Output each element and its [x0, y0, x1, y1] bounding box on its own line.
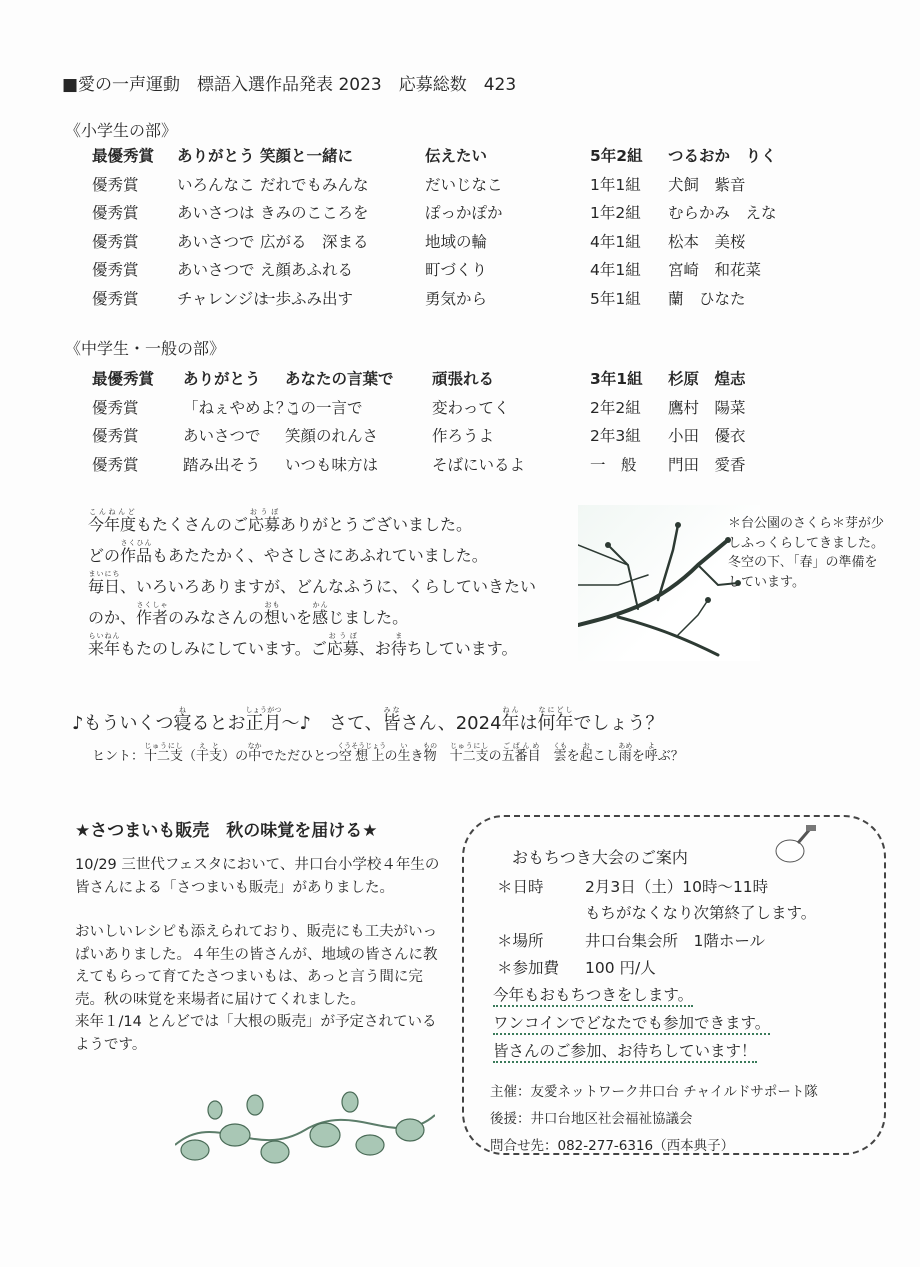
text-segment: は — [519, 713, 538, 734]
ruby-word — [196, 742, 223, 764]
furigana: なか — [247, 742, 262, 750]
mochi-title: おもちつき大会のご案内 — [512, 848, 688, 867]
ruby-word — [397, 742, 411, 764]
date-value: 2月3日（土）10時～11時 — [585, 878, 769, 896]
furigana: ねん — [501, 706, 520, 714]
award-award: 優秀賞 — [92, 427, 139, 446]
text-segment: のか、 — [88, 608, 137, 627]
award-award: 優秀賞 — [92, 204, 139, 223]
award-p2: だれでもみんな — [260, 175, 369, 194]
award-p3: 頑張れる — [432, 370, 495, 388]
photo-caption: ＊台公園のさくら＊芽が少しふっくらしてきました。冬空の下､「春」の準備をしています。 — [728, 516, 885, 590]
award-grade: 5年2組 — [590, 147, 643, 165]
ruby-word — [423, 742, 438, 764]
furigana: お — [579, 742, 593, 750]
ruby-base: 感 — [312, 608, 329, 627]
text-line — [88, 508, 536, 539]
text-segment: じました。 — [328, 608, 409, 627]
ruby-word — [382, 706, 401, 734]
ruby-base: 雨 — [618, 749, 633, 764]
ruby-base: 作品 — [120, 546, 153, 565]
award-name: 鷹村 陽菜 — [668, 398, 746, 417]
ruby-word — [390, 632, 407, 658]
text-segment: のみなさんの — [168, 608, 265, 627]
award-p3: 伝えたい — [425, 147, 488, 165]
ruby-word — [501, 742, 541, 764]
furigana: しょうがつ — [245, 706, 282, 714]
text-segment: もたのしみにしています。ご — [120, 639, 327, 658]
furigana: あめ — [618, 742, 633, 750]
award-name: 門田 愛香 — [668, 455, 746, 474]
ruby-word — [264, 601, 281, 627]
ruby-word — [245, 706, 282, 734]
ruby-word — [136, 601, 169, 627]
text-segment: を — [631, 749, 645, 764]
furigana: じゅうにし — [449, 742, 489, 750]
fee-label: ＊参加費 — [497, 959, 560, 977]
text-segment: でしょう？ — [573, 713, 664, 734]
text-segment: るとお — [191, 713, 246, 734]
award-p2: あなたの言葉で — [285, 370, 394, 388]
text-segment: ～♪ さて、 — [281, 713, 383, 734]
award-award: 優秀賞 — [92, 455, 139, 474]
award-grade: 一 般 — [590, 455, 637, 474]
text-segment: 、いろいろありますが、どんなふうに、くらしていきたい — [120, 577, 537, 596]
text-segment: き — [410, 749, 424, 764]
potato-sale-title: ★さつまいも販売 秋の味覚を届ける★ — [75, 821, 378, 841]
text-segment: ）の — [222, 749, 249, 764]
award-grade: 1年1組 — [590, 175, 641, 194]
award-p1: チャレンジは — [177, 290, 269, 308]
text-segment: ♪もういくつ — [72, 713, 174, 734]
award-p3: 変わってく — [432, 398, 510, 417]
award-row — [0, 453, 920, 479]
ruby-base: 中 — [247, 749, 262, 764]
ruby-word — [618, 742, 633, 764]
text-line — [72, 706, 664, 735]
award-grade: 1年2組 — [590, 204, 641, 223]
award-p1: あいさつは — [177, 204, 255, 223]
mochi-line: 皆さんのご参加、お待ちしています！ — [493, 1039, 757, 1063]
leaf-vine-illustration — [175, 1090, 435, 1175]
ruby-base: 十二支 — [449, 749, 489, 764]
ruby-base: 今年度 — [88, 515, 137, 534]
furigana: えと — [196, 742, 223, 750]
furigana: い — [397, 742, 411, 750]
potato-sale-body — [75, 854, 440, 1078]
text-segment: ちしています。 — [406, 639, 518, 658]
ruby-word — [501, 706, 520, 734]
award-p1: ありがとう — [183, 370, 261, 388]
award-p3: 作ろうよ — [432, 427, 495, 446]
award-p3: だいじなこ — [425, 175, 503, 194]
text-segment: ありがとうございました。 — [280, 515, 473, 534]
award-p1: いろんなこ — [177, 175, 255, 194]
ruby-word — [88, 570, 121, 596]
furigana: よ — [644, 742, 658, 750]
award-name: 杉原 煌志 — [668, 370, 746, 388]
ruby-word — [173, 706, 192, 734]
zodiac-hint — [92, 742, 684, 764]
ruby-word — [579, 742, 593, 764]
ruby-word — [88, 508, 137, 534]
award-p2: え顔あふれる — [260, 261, 354, 280]
award-row — [0, 258, 920, 284]
date-label: ＊日時 — [497, 878, 544, 896]
text-segment: ヒント： — [92, 749, 145, 764]
text-segment — [437, 749, 450, 764]
text-segment: の — [384, 749, 398, 764]
award-name: 蘭 ひなた — [668, 290, 746, 308]
award-p1: 踏み出そう — [183, 455, 261, 474]
furigana: くも — [553, 742, 568, 750]
text-line — [88, 570, 536, 601]
page-title: ■愛の一声運動 標語入選作品発表 2023 応募総数 423 — [62, 75, 517, 95]
award-p3: ぽっかぽか — [425, 204, 503, 223]
furigana: さくしゃ — [136, 601, 169, 609]
furigana: らいねん — [88, 632, 121, 640]
award-row — [0, 201, 920, 227]
mochi-pounding-icon — [770, 825, 820, 869]
award-award: 優秀賞 — [92, 398, 139, 417]
award-award: 最優秀賞 — [92, 147, 155, 165]
award-name: 松本 美桜 — [668, 232, 746, 251]
furigana: さくひん — [120, 539, 153, 547]
ruby-base: 待 — [390, 639, 407, 658]
award-row — [0, 367, 920, 393]
award-p2: この一言で — [285, 398, 363, 417]
award-p1: あいさつで — [183, 427, 261, 446]
ruby-word — [553, 742, 568, 764]
award-row — [0, 287, 920, 313]
ruby-base: 物 — [423, 749, 438, 764]
ruby-base: 作者 — [136, 608, 169, 627]
text-line — [88, 632, 536, 663]
text-line — [88, 539, 536, 570]
award-grade: 4年1組 — [590, 261, 641, 280]
ruby-word — [644, 742, 658, 764]
place-label: ＊場所 — [497, 932, 544, 950]
text-line — [88, 601, 536, 632]
award-grade: 3年1組 — [590, 370, 643, 388]
ruby-base: 応募 — [326, 639, 359, 658]
ruby-word — [88, 632, 121, 658]
award-award: 最優秀賞 — [92, 370, 155, 388]
ruby-base: 応募 — [248, 515, 281, 534]
ruby-base: 起 — [579, 749, 593, 764]
mochi-line: 今年もおもちつきをします。 — [493, 983, 693, 1007]
ruby-base: 生 — [397, 749, 411, 764]
award-name: むらかみ えな — [668, 204, 777, 223]
award-p2: 笑顔のれんさ — [285, 427, 379, 446]
mochi-line: ワンコインでどなたでも参加できます。 — [493, 1011, 770, 1035]
date-note: もちがなくなり次第終了します。 — [585, 904, 817, 922]
award-row — [0, 424, 920, 450]
award-name: 宮崎 和花菜 — [668, 261, 762, 280]
ruby-base: 毎日 — [88, 577, 121, 596]
text-segment: でただひとつ — [261, 749, 339, 764]
award-row — [0, 230, 920, 256]
ruby-word — [337, 742, 387, 764]
award-row — [0, 396, 920, 422]
text-segment: こし — [592, 749, 619, 764]
ruby-base: 寝 — [173, 713, 192, 734]
award-p3: そばにいるよ — [432, 455, 526, 474]
ruby-base: 年 — [501, 713, 520, 734]
award-name: 犬飼 紫音 — [668, 175, 746, 194]
award-p3: 地域の輪 — [425, 232, 488, 251]
ruby-word — [248, 508, 281, 534]
ruby-base: 想 — [264, 608, 281, 627]
award-row — [0, 144, 920, 170]
place-value: 井口台集会所 1階ホール — [585, 932, 766, 950]
ruby-base: 来年 — [88, 639, 121, 658]
text-segment: もたくさんのご — [136, 515, 249, 534]
ruby-word — [537, 706, 574, 734]
elementary-heading: 《小学生の部》 — [65, 121, 178, 140]
ruby-base: 呼 — [644, 749, 658, 764]
text-segment: もあたたかく、やさしさにあふれていました。 — [152, 546, 488, 565]
furigana: まいにち — [88, 570, 121, 578]
zodiac-quiz — [72, 706, 664, 735]
award-p3: 町づくり — [425, 261, 488, 280]
award-p2: いつも味方は — [285, 455, 379, 474]
award-p2: 一歩ふみ出す — [260, 290, 354, 308]
text-segment: 、お — [358, 639, 391, 658]
furigana: こんねんど — [88, 508, 137, 516]
text-segment: どの — [88, 546, 121, 565]
ruby-base: 空想上 — [337, 749, 387, 764]
contact: 問合せ先：082-277-6316（西本典子） — [490, 1138, 735, 1154]
furigana: かん — [312, 601, 329, 609]
award-p2: きみのこころを — [260, 204, 369, 223]
ruby-base: 五番目 — [501, 749, 541, 764]
junior-heading: 《中学生・一般の部》 — [65, 339, 226, 358]
furigana: じゅうにし — [144, 742, 184, 750]
award-p1: あいさつで — [177, 232, 255, 251]
award-p2: 広がる 深まる — [260, 232, 369, 251]
supporter: 後援：井口台地区社会福祉協議会 — [490, 1111, 693, 1127]
furigana: もの — [423, 742, 438, 750]
furigana: おうぼ — [248, 508, 281, 516]
ruby-word — [449, 742, 489, 764]
ruby-word — [326, 632, 359, 658]
organizer: 主催：友愛ネットワーク井口台 チャイルドサポート隊 — [490, 1084, 818, 1100]
fee-value: 100 円/人 — [585, 959, 656, 977]
text-segment — [541, 749, 554, 764]
ruby-base: 正月 — [245, 713, 282, 734]
furigana: ま — [390, 632, 407, 640]
text-segment: いを — [280, 608, 313, 627]
text-line — [92, 742, 684, 764]
furigana: ね — [173, 706, 192, 714]
text-segment: の — [488, 749, 502, 764]
award-grade: 4年1組 — [590, 232, 641, 251]
furigana: おうぼ — [326, 632, 359, 640]
potato-paragraph: おいしいレシピも添えられており、販売にも工夫がいっぱいありました。４年生の皆さんが、地域の皆さんに教えてもらって育てたさつまいもは、あっと言う間に完売。秋の味覚を来場者に届けてくれました。 — [75, 924, 438, 1008]
ruby-base: 何年 — [537, 713, 574, 734]
award-name: 小田 優衣 — [668, 427, 746, 446]
award-award: 優秀賞 — [92, 232, 139, 251]
furigana: おも — [264, 601, 281, 609]
ruby-base: 雲 — [553, 749, 568, 764]
award-name: つるおか りく — [668, 147, 777, 165]
furigana: くうそうじょう — [337, 742, 387, 750]
text-segment: ぶ？ — [657, 749, 684, 764]
ruby-base: 十二支 — [144, 749, 184, 764]
award-p3: 勇気から — [425, 290, 488, 308]
award-award: 優秀賞 — [92, 261, 139, 280]
award-award: 優秀賞 — [92, 175, 139, 194]
text-segment: （ — [183, 749, 197, 764]
text-segment: を — [566, 749, 580, 764]
ruby-word — [247, 742, 262, 764]
potato-paragraph: 来年１/14 とんどでは「大根の販売」が予定されているようです。 — [75, 1014, 437, 1053]
award-p1: 「ねぇやめよ？」 — [183, 398, 308, 417]
award-p1: あいさつで — [177, 261, 255, 280]
award-grade: 2年3組 — [590, 427, 641, 446]
thank-you-message — [88, 508, 536, 663]
ruby-word — [144, 742, 184, 764]
ruby-word — [312, 601, 329, 627]
award-award: 優秀賞 — [92, 290, 139, 308]
furigana: なにどし — [537, 706, 574, 714]
award-grade: 5年1組 — [590, 290, 641, 308]
text-segment: さん、2024 — [400, 713, 502, 734]
furigana: ごばんめ — [501, 742, 541, 750]
potato-paragraph: 10/29 三世代フェスタにおいて、井口台小学校４年生の皆さんによる「さつまいも販売」がありました。 — [75, 857, 440, 896]
award-p2: 笑顔と一緒に — [260, 147, 354, 165]
award-p1: ありがとう — [177, 147, 255, 165]
award-row — [0, 173, 920, 199]
award-grade: 2年2組 — [590, 398, 641, 417]
ruby-word — [120, 539, 153, 565]
ruby-base: 干支 — [196, 749, 223, 764]
ruby-base: 皆 — [382, 713, 401, 734]
furigana: みな — [382, 706, 401, 714]
